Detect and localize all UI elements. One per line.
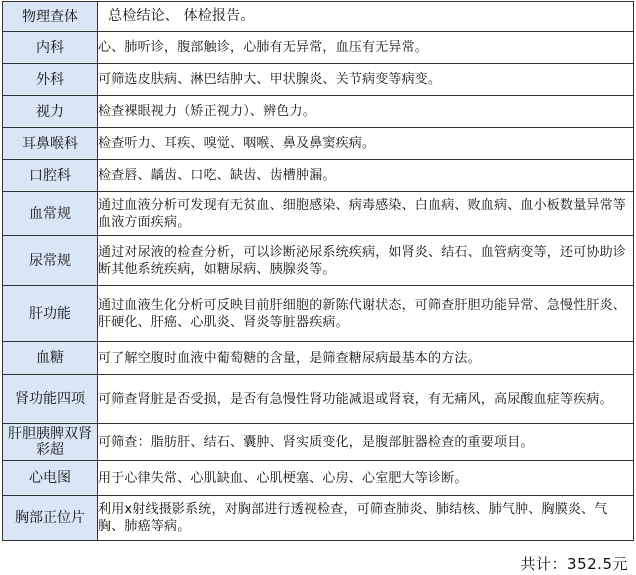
- description-cell: 检查听力、耳疾、嗅觉、咽喉、鼻及鼻窦疾病。: [98, 128, 634, 160]
- description-cell: 通过血液分析可发现有无贫血、细胞感染、病毒感染、白血病、败血病、血小板数量异常等血液方面疾病。: [98, 192, 634, 236]
- table-row: [3, 160, 634, 192]
- description-cell: 可了解空腹时血液中葡萄糖的含量，是筛查糖尿病最基本的方法。: [98, 342, 634, 375]
- category-cell: 肾功能四项: [3, 375, 98, 424]
- table-row: [3, 375, 634, 424]
- table-row: [3, 32, 634, 64]
- category-cell: 视力: [3, 96, 98, 128]
- table-row: [3, 342, 634, 375]
- table-row: [3, 96, 634, 128]
- description-cell: 总检结论、 体检报告。: [98, 2, 634, 32]
- description-cell: 检查唇、龋齿、口吃、缺齿、齿槽肿漏。: [98, 160, 634, 192]
- table-row: [3, 2, 634, 32]
- exam-items-table: [2, 1, 634, 541]
- description-cell: 可筛选皮肤病、淋巴结肿大、甲状腺炎、关节病变等病变。: [98, 64, 634, 96]
- category-cell: 胸部正位片: [3, 496, 98, 541]
- description-cell: 通过对尿液的检查分析，可以诊断泌尿系统疾病，如肾炎、结石、血管病变等，还可协助诊断其他系统疾病，如糖尿病、胰腺炎等。: [98, 236, 634, 286]
- category-cell: 口腔科: [3, 160, 98, 192]
- category-cell: 血糖: [3, 342, 98, 375]
- table-row: [3, 424, 634, 461]
- table-row: [3, 461, 634, 496]
- table-row: [3, 236, 634, 286]
- category-cell: 肝胆胰脾双肾彩超: [3, 424, 98, 461]
- description-cell: 利用x射线摄影系统，对胸部进行透视检查，可筛查肺炎、肺结核、肺气肿、胸膜炎、气胸、肺癌等病。: [98, 496, 634, 541]
- table-row: [3, 64, 634, 96]
- description-cell: 用于心律失常、心肌缺血、心肌梗塞、心房、心室肥大等诊断。: [98, 461, 634, 496]
- category-cell: 尿常规: [3, 236, 98, 286]
- category-cell: 血常规: [3, 192, 98, 236]
- category-cell: 物理查体: [3, 2, 98, 32]
- category-cell: 内科: [3, 32, 98, 64]
- category-cell: 外科: [3, 64, 98, 96]
- description-cell: 可筛查：脂肪肝、结石、囊肿、肾实质变化，是腹部脏器检查的重要项目。: [98, 424, 634, 461]
- description-cell: 可筛查肾脏是否受损，是否有急慢性肾功能减退或肾衰，有无痛风，高尿酸血症等疾病。: [98, 375, 634, 424]
- table-row: [3, 192, 634, 236]
- description-cell: 检查裸眼视力（矫正视力）、辨色力。: [98, 96, 634, 128]
- total-price: 共计：352.5元: [520, 555, 628, 573]
- category-cell: 耳鼻喉科: [3, 128, 98, 160]
- description-cell: 通过血液生化分析可反映目前肝细胞的新陈代谢状态，可筛查肝胆功能异常、急慢性肝炎、肝硬化、肝癌、心肌炎、肾炎等脏器疾病。: [98, 286, 634, 342]
- category-cell: 肝功能: [3, 286, 98, 342]
- table-row: [3, 128, 634, 160]
- description-cell: 心、肺听诊，腹部触诊，心肺有无异常，血压有无异常。: [98, 32, 634, 64]
- category-cell: 心电图: [3, 461, 98, 496]
- table-row: [3, 286, 634, 342]
- table-row: [3, 496, 634, 541]
